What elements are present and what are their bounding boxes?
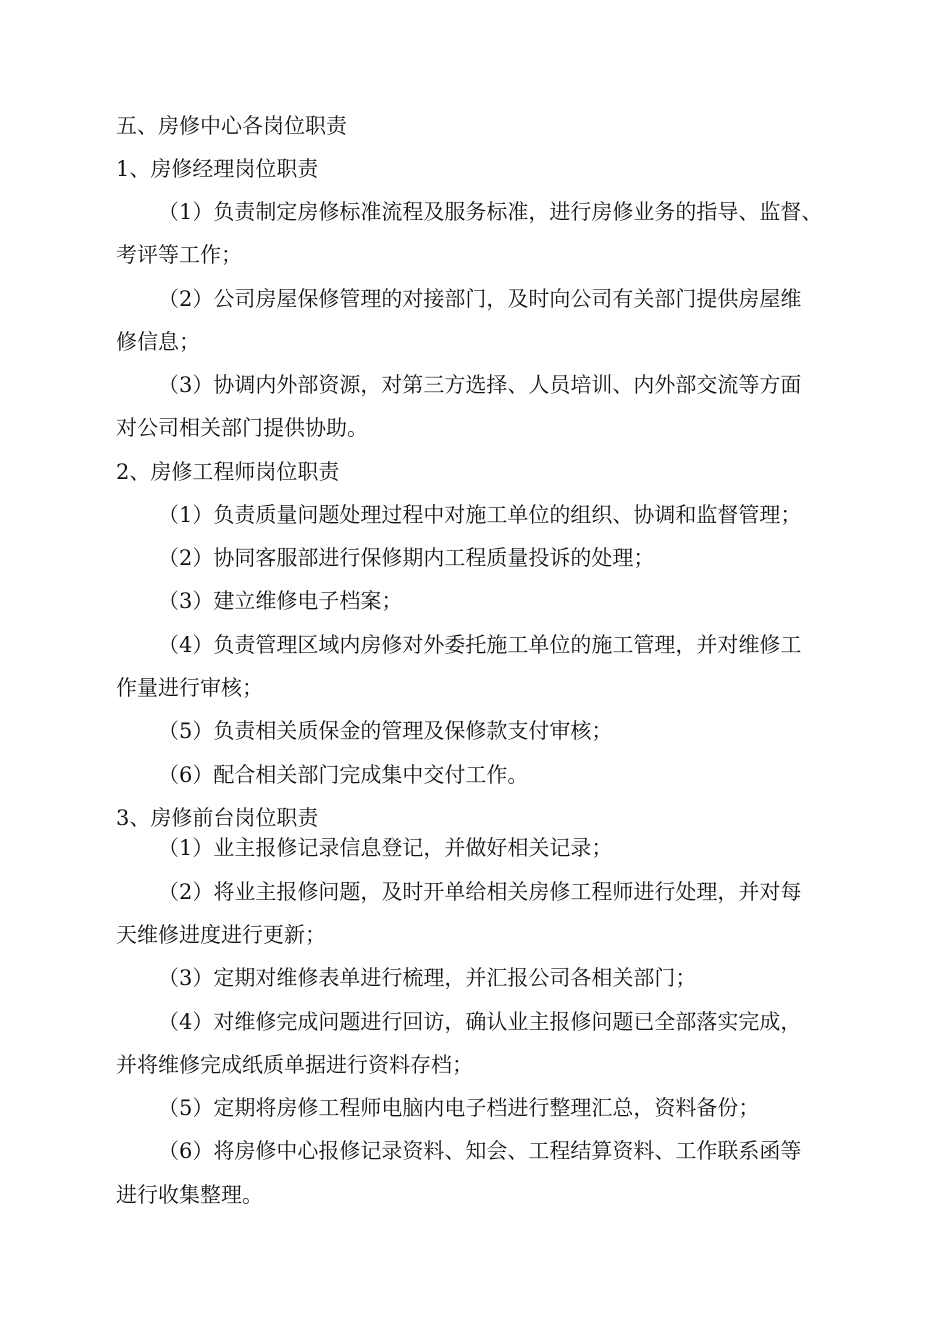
paragraph-line: （2）协同客服部进行保修期内工程质量投诉的处理； [158, 546, 655, 570]
paragraph-line: （3）协调内外部资源，对第三方选择、人员培训、内外部交流等方面 [158, 373, 802, 397]
paragraph-line: 修信息； [116, 330, 200, 354]
section-heading-front-desk: 3、房修前台岗位职责 [116, 806, 319, 830]
paragraph-line: 作量进行审核； [116, 676, 263, 700]
paragraph-line: （1）负责制定房修标准流程及服务标准，进行房修业务的指导、监督、 [158, 200, 823, 224]
paragraph-line: （3）建立维修电子档案； [158, 589, 403, 613]
paragraph-line: 天维修进度进行更新； [116, 923, 326, 947]
paragraph-line: （1）业主报修记录信息登记，并做好相关记录； [158, 836, 613, 860]
paragraph-line: （5）负责相关质保金的管理及保修款支付审核； [158, 719, 613, 743]
paragraph-line: （2）公司房屋保修管理的对接部门，及时向公司有关部门提供房屋维 [158, 287, 802, 311]
paragraph-line: 对公司相关部门提供协助。 [116, 416, 368, 440]
paragraph-line: 考评等工作； [116, 243, 242, 267]
paragraph-line: （3）定期对维修表单进行梳理，并汇报公司各相关部门； [158, 966, 697, 990]
paragraph-line: 进行收集整理。 [116, 1183, 263, 1207]
section-heading-manager: 1、房修经理岗位职责 [116, 157, 319, 181]
paragraph-line: （4）对维修完成问题进行回访，确认业主报修问题已全部落实完成， [158, 1010, 802, 1034]
paragraph-line: （5）定期将房修工程师电脑内电子档进行整理汇总，资料备份； [158, 1096, 760, 1120]
section-heading-engineer: 2、房修工程师岗位职责 [116, 460, 340, 484]
paragraph-line: （2）将业主报修问题，及时开单给相关房修工程师进行处理，并对每 [158, 880, 802, 904]
section-title: 五、房修中心各岗位职责 [116, 114, 347, 138]
paragraph-line: 并将维修完成纸质单据进行资料存档； [116, 1053, 473, 1077]
paragraph-line: （1）负责质量问题处理过程中对施工单位的组织、协调和监督管理； [158, 503, 802, 527]
paragraph-line: （6）将房修中心报修记录资料、知会、工程结算资料、工作联系函等 [158, 1139, 802, 1163]
paragraph-line: （6）配合相关部门完成集中交付工作。 [158, 763, 529, 787]
paragraph-line: （4）负责管理区域内房修对外委托施工单位的施工管理，并对维修工 [158, 633, 802, 657]
